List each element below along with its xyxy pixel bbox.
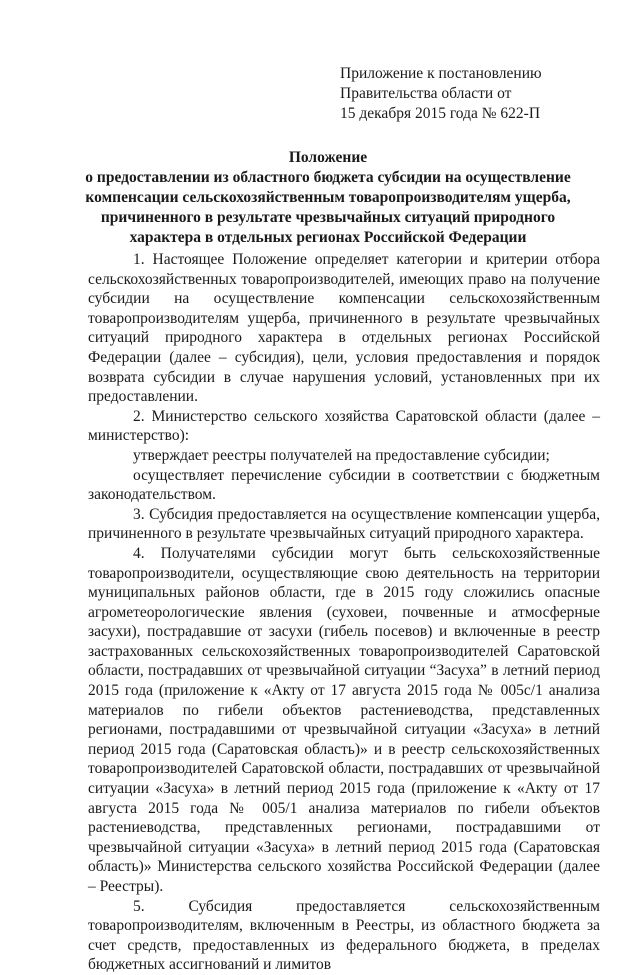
document-title [70, 148, 586, 248]
title-line-2: о предоставлении из областного бюджета субсидии на осуществление [85, 169, 571, 186]
paragraph-1: 1. Настоящее Положение определяет категории и критерии отбора сельскохозяйственных товаропроизводителей, имеющих право на получение субсидии на осуществление компенсации сельскохозяйственным товаропроизводителям ущерба, причиненного в результате чрезвычайных ситуаций природного характера в отдельных регионах Российской Федерации (далее – субсидия), цели, условия предоставления и порядок возврата субсидии в случае нарушения условий, установленных при их предоставлении. [88, 251, 600, 406]
appendix-line-2: Правительства области от [340, 85, 512, 102]
paragraph-2-item-1: утверждает реестры получателей на предоставление субсидии; [133, 446, 550, 464]
appendix-line-1: Приложение к постановлению [340, 65, 542, 82]
paragraph-4: 4. Получателями субсидии могут быть сельскохозяйственные товаропроизводители, осуществляющие свою деятельность на территории муниципальных районов области, где в 2015 году сложились опасные агрометеорологические явления (суховеи, почвенные и атмосферные засухи), пострадавшие от засухи (гибель посевов) и включенные в реестр застрахованных сельскохозяйственных товаропроизводителей Саратовской области, пострадавших от чрезвычайной ситуации “Засуха” в летний период 2015 года (приложение к «Акту от 17 августа 2015 года № 005с/1 анализа материалов по гибели объектов растениеводства, представленных регионами, пострадавшими от чрезвычайной ситуации «Засуха» в летний период 2015 года (Саратовская область)» и в реестр сельскохозяйственных товаропроизводителей Саратовской области, пострадавших от чрезвычайной ситуации «Засуха» в летний период 2015 года (приложение к «Акту от 17 августа 2015 года № 005/1 анализа материалов по гибели объектов растениеводства, представленных регионами, пострадавшими от чрезвычайной ситуации «Засуха» в летний период 2015 года (Саратовская область)» Министерства сельского хозяйства Российской Федерации (далее – Реестры). [88, 544, 600, 895]
title-line-5: характера в отдельных регионах Российской Федерации [129, 229, 527, 246]
title-line-4: причиненного в результате чрезвычайных ситуаций природного [100, 209, 556, 226]
paragraph-2-item-2: осуществляет перечисление субсидии в соответствии с бюджетным законодательством. [88, 466, 600, 504]
title-line-1: Положение [288, 149, 368, 166]
paragraph-2: 2. Министерство сельского хозяйства Саратовской области (далее – министерство): [88, 407, 600, 445]
paragraph-5: 5. Субсидия предоставляется сельскохозяйственным товаропроизводителям, включенным в Реестры, из областного бюджета за счет средств, предоставленных из федерального бюджета, в пределах бюджетных ассигнований и лимитов [88, 897, 600, 974]
appendix-block [340, 64, 542, 124]
paragraph-3: 3. Субсидия предоставляется на осуществление компенсации ущерба, причиненного в результате чрезвычайных ситуаций природного характера. [88, 505, 600, 543]
appendix-line-3: 15 декабря 2015 года № 622-П [340, 105, 541, 122]
document-body [88, 250, 600, 975]
title-line-3: компенсации сельскохозяйственным товаропроизводителям ущерба, [85, 189, 571, 206]
